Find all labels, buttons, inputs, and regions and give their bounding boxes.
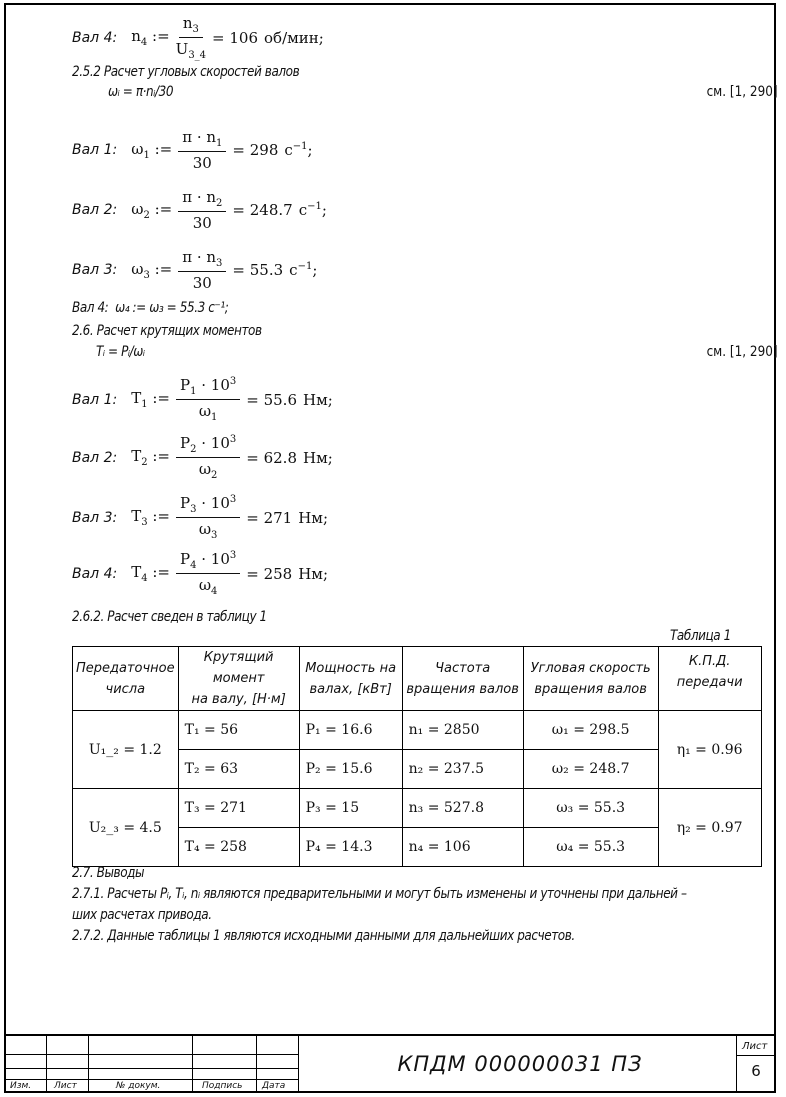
conclusion-2: 2.7.2. Данные таблицы 1 являются исходными данными для дальнейших расчетов. [72, 928, 575, 944]
stamp-label-doc: № докум. [116, 1081, 161, 1091]
angular-speed-cell: ω₃ = 55.3 [523, 789, 658, 828]
omega-equation: Вал 3: $\omega_3$ := $\frac{\pi \cdot n_3}{30}$ = 55.3 $c^{-1}$; [72, 248, 318, 292]
n4-result: = 106 [212, 28, 259, 47]
power-cell: P₂ = 15.6 [299, 750, 402, 789]
table-caption: Таблица 1 [670, 628, 731, 644]
power-cell: P₁ = 16.6 [299, 711, 402, 750]
table-row [73, 789, 762, 828]
torque-equation: Вал 3: $T_3$ := $\frac{P_3 \cdot 10^3}{\omega_3}$ = 271 Нм; [72, 494, 329, 541]
table-header-row [73, 647, 762, 711]
results-table [72, 646, 762, 867]
stamp-label-signature: Подпись [202, 1081, 243, 1091]
omega-units: $c^{-1}$; [284, 141, 313, 159]
table-row [73, 711, 762, 750]
sheet-label: Лист [742, 1041, 768, 1052]
omega-lhs: $\omega_3$ := [131, 259, 173, 281]
reference-1: см. [1, 290] [706, 84, 778, 100]
efficiency-cell: η₁ = 0.96 [658, 711, 761, 789]
power-cell: P₃ = 15 [299, 789, 402, 828]
power-cell: P₄ = 14.3 [299, 828, 402, 867]
omega-fraction: $\frac{\pi \cdot n_2}{30}$ [178, 188, 226, 232]
frequency-cell: n₁ = 2850 [402, 711, 523, 750]
torque-lhs: $T_4$ := [131, 563, 170, 584]
omega-lhs: $\omega_1$ := [131, 139, 173, 161]
header-angular-speed: Угловая скорость вращения валов [523, 647, 658, 711]
conclusions-title: 2.7. Выводы [72, 865, 145, 881]
ratio-cell: U₁_₂ = 1.2 [73, 711, 179, 789]
header-ratio: Передаточное числа [73, 647, 179, 711]
conclusion-1: 2.7.1. Расчеты Pᵢ, Tᵢ, nᵢ являются предварительными и могут быть изменены и уточнены при дальней – [72, 886, 687, 902]
frequency-cell: n₂ = 237.5 [402, 750, 523, 789]
formula-torque: Tᵢ = Pᵢ/ωᵢ [96, 344, 145, 360]
torque-lhs: $T_3$ := [131, 507, 170, 528]
torque-cell: T₁ = 56 [178, 711, 299, 750]
torque-cell: T₃ = 271 [178, 789, 299, 828]
torque-lhs: $T_2$ := [131, 447, 170, 468]
omega-lhs: $\omega_2$ := [131, 199, 173, 221]
header-efficiency: К.П.Д. передачи [658, 647, 761, 711]
ratio-cell: U₂_₃ = 4.5 [73, 789, 179, 867]
header-torque: Крутящий момент на валу, [Н·м] [178, 647, 299, 711]
frequency-cell: n₃ = 527.8 [402, 789, 523, 828]
n4-equation [72, 14, 324, 61]
frequency-cell: n₄ = 106 [402, 828, 523, 867]
title-block [4, 1034, 776, 1093]
torque-equation: Вал 4: $T_4$ := $\frac{P_4 \cdot 10^3}{\omega_4}$ = 258 Нм; [72, 550, 329, 597]
header-frequency: Частота вращения валов [402, 647, 523, 711]
torque-equation: Вал 1: $T_1$ := $\frac{P_1 \cdot 10^3}{\omega_1}$ = 55.6 Нм; [72, 376, 333, 423]
omega4-equation: Вал 4: ω₄ := ω₃ = 55.3 c⁻¹; [72, 300, 229, 316]
torque-cell: T₂ = 63 [178, 750, 299, 789]
sheet-number: 6 [751, 1062, 761, 1080]
angular-speed-cell: ω₁ = 298.5 [523, 711, 658, 750]
document-code: КПДМ 000000031 ПЗ [397, 1052, 643, 1076]
omega-units: $c^{-1}$; [289, 261, 318, 279]
section-heading-262: 2.6.2. Расчет сведен в таблицу 1 [72, 609, 267, 625]
torque-cell: T₄ = 258 [178, 828, 299, 867]
section-heading-26: 2.6. Расчет крутящих моментов [72, 323, 262, 339]
torque-fraction: $\frac{P_3 \cdot 10^3}{\omega_3}$ [176, 494, 240, 541]
angular-speed-cell: ω₄ = 55.3 [523, 828, 658, 867]
reference-2: см. [1, 290] [706, 344, 778, 360]
n4-lhs: $n_4$ := [131, 27, 170, 48]
omega-units: $c^{-1}$; [298, 201, 327, 219]
n4-fraction: $\frac{n_3}{U_{3\_4}}$ [175, 14, 207, 61]
n4-label: Вал 4: [72, 29, 118, 46]
stamp-label-sheet: Лист [54, 1081, 77, 1091]
angular-speed-cell: ω₂ = 248.7 [523, 750, 658, 789]
conclusion-1-continued: ших расчетах привода. [72, 907, 212, 923]
torque-fraction: $\frac{P_1 \cdot 10^3}{\omega_1}$ [176, 376, 240, 423]
section-heading-252: 2.5.2 Расчет угловых скоростей валов [72, 64, 300, 80]
torque-fraction: $\frac{P_2 \cdot 10^3}{\omega_2}$ [176, 434, 240, 481]
omega-equation: Вал 2: $\omega_2$ := $\frac{\pi \cdot n_2}{30}$ = 248.7 $c^{-1}$; [72, 188, 327, 232]
omega-equation: Вал 1: $\omega_1$ := $\frac{\pi \cdot n_1}{30}$ = 298 $c^{-1}$; [72, 128, 313, 172]
omega-fraction: $\frac{\pi \cdot n_3}{30}$ [178, 248, 226, 292]
efficiency-cell: η₂ = 0.97 [658, 789, 761, 867]
stamp-label-change: Изм. [10, 1081, 32, 1091]
header-power: Мощность на валах, [кВт] [299, 647, 402, 711]
omega-fraction: $\frac{\pi \cdot n_1}{30}$ [178, 128, 226, 172]
formula-omega: ωᵢ = π·nᵢ/30 [108, 84, 174, 100]
stamp-label-date: Дата [262, 1081, 286, 1091]
torque-equation: Вал 2: $T_2$ := $\frac{P_2 \cdot 10^3}{\omega_2}$ = 62.8 Нм; [72, 434, 333, 481]
torque-fraction: $\frac{P_4 \cdot 10^3}{\omega_4}$ [176, 550, 240, 597]
n4-units: об/мин; [264, 28, 324, 47]
torque-lhs: $T_1$ := [131, 389, 170, 410]
